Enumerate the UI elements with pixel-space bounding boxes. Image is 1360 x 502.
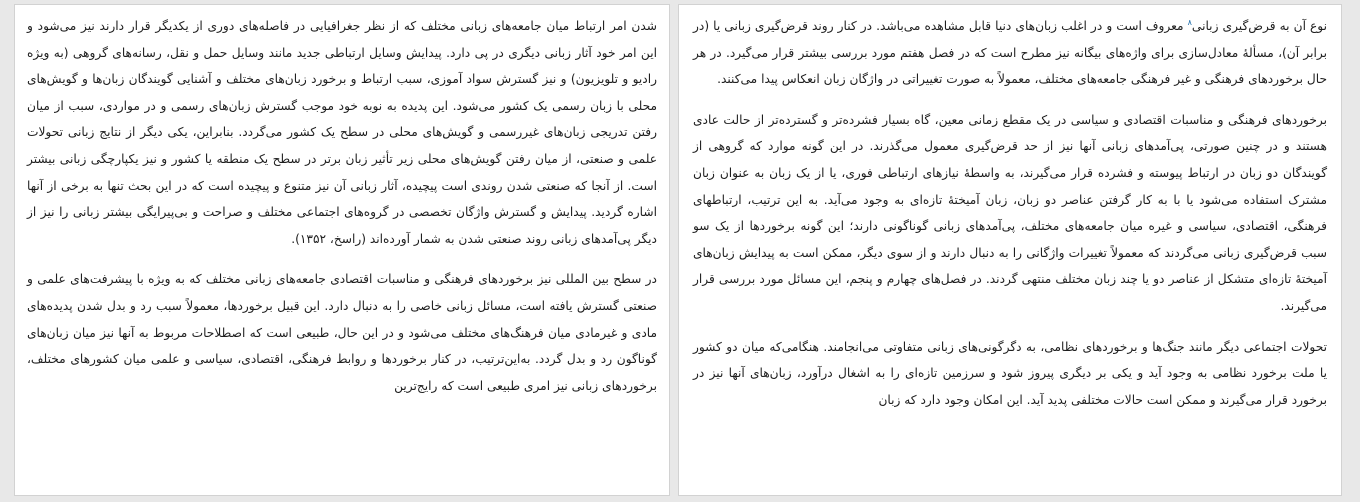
left-paragraph-2: در سطح بین المللی نیز برخوردهای فرهنگی و مناسبات اقتصادی جامعه‌های زبانی مختلف که به ویژه با پیشرفت‌های علمی و صنعتی گسترش یافته است، مسائل زبانی خاصی را به دنبال دارد. این قبیل برخوردها، معمولاً سبب رد و بدل شدن پدیده‌های مادی و غیرمادی میان فرهنگ‌های مختلف می‌شود و در این حال، طبیعی است که اصطلاحات مربوط به آنها نیز میان زبان‌های گوناگون رد و بدل گردد. به‌این‌ترتیب، در کنار برخوردها و روابط فرهنگی، اقتصادی، سیاسی و علمی میان کشورهای مختلف، برخوردهای زبانی نیز امری طبیعی است که رایج‌ترین (27, 272, 657, 393)
right-paragraph-3: تحولات اجتماعی دیگر مانند جنگ‌ها و برخوردهای نظامی، به دگرگونی‌های زبانی متفاوتی می‌انجامند. هنگامی‌که میان دو کشور یا ملت برخورد نظامی به وجود آید و یکی بر دیگری پیروز شود و سرزمین تازه‌ای را به اشغال درآورد، زبان‌های آنها نیز در برخورد قرار می‌گیرند و ممکن است حالات مختلفی پدید آید. این امکان وجود دارد که زبان (693, 339, 1327, 407)
left-page (14, 4, 670, 496)
right-page (678, 4, 1342, 496)
right-paragraph-2: برخوردهای فرهنگی و مناسبات اقتصادی و سیاسی در یک مقطع زمانی معین، گاه بسیار فشرده‌تر و گسترده‌تر از حالت عادی هستند و در چنین صورتی، پی‌آمدهای زبانی آنها نیز از حد قرض‌گیری معمول می‌گذرند. در این گونه موارد که گروهی از گویندگان دو زبان در ارتباط پیوسته و فشرده قرار می‌گیرند، به واسطهٔ نیازهای ارتباطی فوری، یا از یک زبان به عنوان زبان مشترک استفاده می‌شود یا با به کار گرفتن عناصر دو زبان، زبان آمیختهٔ تازه‌ای به وجود می‌آید. به این ترتیب، ارتباطهای فرهنگی، اقتصادی، سیاسی و غیره میان جامعه‌های مختلف، پی‌آمدهای زبانی گوناگونی دارند؛ این گونه برخوردها از یک سو سبب قرض‌گیری زبانی می‌گردند که معمولاً تغییرات واژگانی را به دنبال دارند و از سوی دیگر، ممکن است به پیدایش زبان‌های آمیختهٔ تازه‌ای متشکل از عناصر دو یا چند زبان مختلف منتهی گردند. در فصل‌های چهارم و پنجم، این مسائل مورد بررسی قرار می‌گیرند. (693, 112, 1327, 313)
footnote-reference[interactable]: ۸ (1187, 17, 1192, 27)
right-paragraph-1 (693, 13, 1327, 93)
left-page-text (27, 13, 657, 413)
right-paragraph-1-rest: معروف است و در اغلب زبان‌های دنیا قابل مشاهده می‌باشد. در کنار روند قرض‌گیری زبانی یا (در برابر آن)، مسألهٔ معادل‌سازی برای واژه‌های بیگانه نیز مطرح است که در فصل هفتم مورد بررسی بیشتر قرار می‌گیرد. در هر حال برخوردهای فرهنگی و غیر فرهنگی جامعه‌های مختلف، معمولاً به صورت تغییراتی در واژگان زبان انعکاس پیدا می‌کنند. (693, 19, 1327, 87)
right-page-text (693, 13, 1327, 427)
right-paragraph-1-start: نوع آن به قرض‌گیری زبانی (1191, 19, 1327, 33)
left-paragraph-1: شدن امر ارتباط میان جامعه‌های زبانی مختلف که از نظر جغرافیایی در فاصله‌های دوری از یکدیگر قرار دارند نیز می‌شود و این امر خود آثار زبانی دیگری در پی دارد. پیدایش وسایل ارتباطی جدید مانند وسایل حمل و نقل، رسانه‌های گروهی (به ویژه رادیو و تلویزیون) و نیز گسترش سواد آموزی، سبب ارتباط و برخورد زبان‌های مختلف و آشنایی گویندگان زبان‌ها و گویش‌های محلی با زبان رسمی یک کشور می‌شود. این پدیده به نوبه خود موجب گسترش زبان‌های رسمی و در مواردی، سبب از میان رفتن تدریجی زبان‌های غیررسمی و گویش‌های محلی در سطح یک کشور می‌گردد. بنابراین، یکی دیگر از نتایج زبانی تحولات علمی و صنعتی، از میان رفتن گویش‌های محلی زیر تأثیر زبان برتر در سطح یک منطقه یا کشور و نیز یکپارچگی زبانی بیشتر است. از آنجا که صنعتی شدن روندی است پیچیده، آثار زبانی آن نیز متنوع و پیچیده است که در این بحث تنها به برخی از آنها اشاره گردید. پیدایش و گسترش واژگان تخصصی در گروه‌های اجتماعی مختلف و صراحت و بی‌پیرایگی بیشتر زبانی را نیز از دیگر پی‌آمدهای زبانی روند صنعتی شدن به شمار آورده‌اند (راسخ، ۱۳۵۲). (27, 19, 657, 246)
